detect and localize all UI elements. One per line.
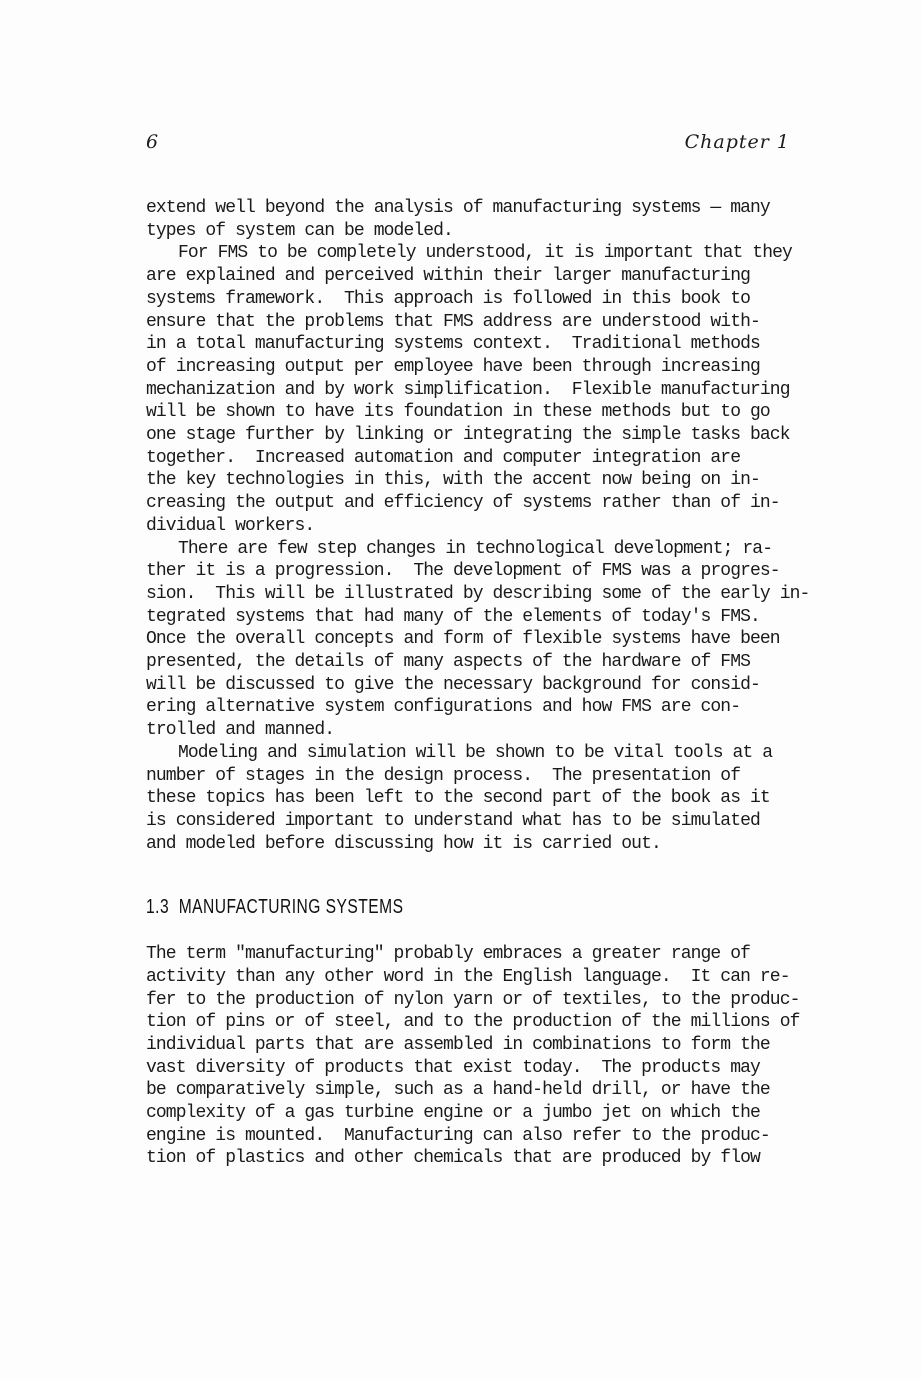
text-line: extend well beyond the analysis of manufacturing systems — many [146, 198, 770, 218]
paragraph [146, 943, 866, 1170]
paragraph [146, 742, 866, 856]
text-line: dividual workers. [146, 515, 315, 536]
text-line: and modeled before discussing how it is carried out. [146, 833, 661, 854]
text-line: the key technologies in this, with the accent now being on in- [146, 470, 760, 491]
text-line: tion of plastics and other chemicals that are produced by flow [146, 1148, 760, 1169]
text-line: sion. This will be illustrated by describing some of the early in- [146, 583, 810, 604]
text-line: tegrated systems that had many of the elements of today's FMS. [146, 606, 760, 627]
text-line: in a total manufacturing systems context. Traditional methods [146, 334, 760, 355]
text-line: tion of pins or of steel, and to the production of the millions of [146, 1012, 800, 1033]
text-line: are explained and perceived within their larger manufacturing [146, 266, 751, 287]
text-line: these topics has been left to the second part of the book as it [146, 788, 770, 809]
text-line: be comparatively simple, such as a hand-held drill, or have the [146, 1080, 770, 1101]
text-line: vast diversity of products that exist today. The products may [146, 1057, 760, 1078]
text-line: individual parts that are assembled in combinations to form the [146, 1034, 770, 1055]
paragraphs-bottom [146, 943, 866, 1170]
paragraph [146, 538, 866, 742]
text-line: For FMS to be completely understood, it is important that they [178, 243, 792, 264]
text-line: presented, the details of many aspects of the hardware of FMS [146, 652, 751, 673]
paragraphs-top [146, 197, 866, 855]
text-line: The term "manufacturing" probably embraces a greater range of [146, 944, 751, 965]
text-line: creasing the output and efficiency of systems rather than of in- [146, 493, 780, 514]
text-line: Once the overall concepts and form of flexible systems have been [146, 629, 780, 650]
text-block [146, 197, 866, 1170]
text-line: ensure that the problems that FMS address are understood with- [146, 311, 760, 332]
page-number: 6 [146, 131, 159, 153]
paragraph [146, 197, 866, 242]
text-line: together. Increased automation and computer integration are [146, 447, 741, 468]
section-heading: 1.3 MANUFACTURING SYSTEMS [146, 896, 404, 919]
paragraph [146, 242, 866, 537]
text-line: mechanization and by work simplification. Flexible manufacturing [146, 379, 790, 400]
text-line: fer to the production of nylon yarn or of textiles, to the produc- [146, 989, 800, 1010]
text-line: number of stages in the design process. The presentation of [146, 765, 741, 786]
text-line: will be discussed to give the necessary background for consid- [146, 674, 760, 695]
text-line: is considered important to understand what has to be simulated [146, 810, 760, 831]
running-head: Chapter 1 [684, 131, 790, 153]
text-line: activity than any other word in the English language. It can re- [146, 966, 790, 987]
text-line: complexity of a gas turbine engine or a jumbo jet on which the [146, 1103, 760, 1124]
text-line: ering alternative system configurations and how FMS are con- [146, 697, 741, 718]
text-line: will be shown to have its foundation in these methods but to go [146, 402, 770, 423]
text-line: Modeling and simulation will be shown to be vital tools at a [178, 742, 773, 763]
text-line: There are few step changes in technological development; ra- [178, 538, 773, 559]
text-line: types of system can be modeled. [146, 220, 453, 241]
text-line: one stage further by linking or integrating the simple tasks back [146, 425, 790, 446]
text-line: ther it is a progression. The development of FMS was a progres- [146, 561, 780, 582]
text-line: trolled and manned. [146, 720, 335, 741]
text-line: systems framework. This approach is followed in this book to [146, 288, 751, 309]
page-header [146, 131, 790, 153]
text-line: engine is mounted. Manufacturing can also refer to the produc- [146, 1125, 770, 1146]
text-line: of increasing output per employee have been through increasing [146, 356, 760, 377]
